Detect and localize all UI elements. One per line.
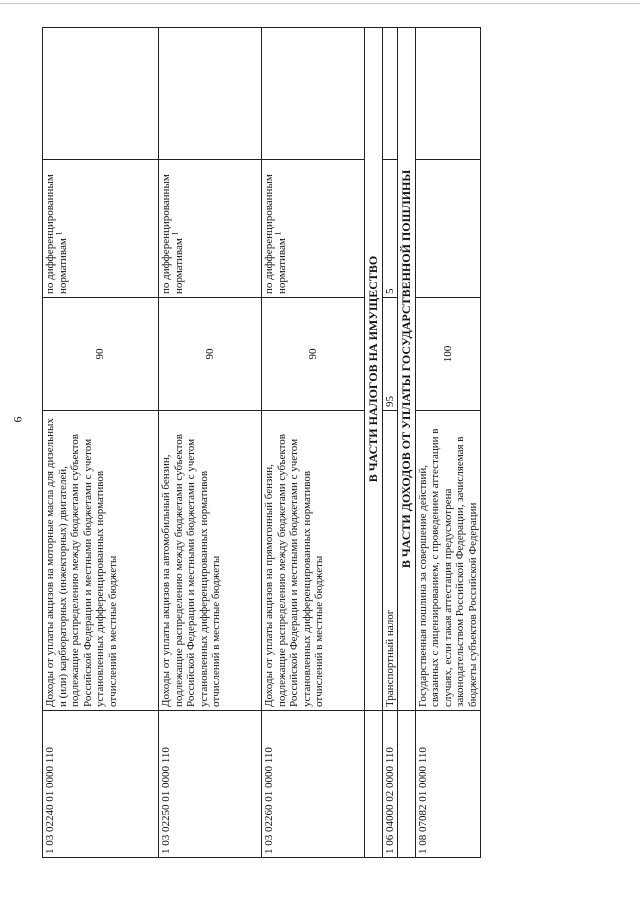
percent-value: 100 bbox=[415, 298, 481, 411]
revenue-code: 1 06 04000 02 0000 110 bbox=[382, 711, 398, 858]
norm-text: 5 bbox=[382, 160, 398, 298]
empty-cell bbox=[382, 28, 398, 160]
empty-cell bbox=[415, 160, 481, 298]
section-heading: В ЧАСТИ НАЛОГОВ НА ИМУЩЕСТВО bbox=[365, 28, 383, 711]
revenue-code: 1 03 02240 01 0000 110 bbox=[43, 711, 159, 858]
empty-cell bbox=[43, 28, 159, 160]
norm-cell bbox=[262, 160, 365, 298]
norm-text: по дифференцированным нормативам bbox=[160, 174, 185, 294]
norm-cell bbox=[159, 160, 262, 298]
percent-value: 90 bbox=[262, 298, 365, 411]
percent-value: 95 bbox=[382, 298, 398, 411]
percent-value: 90 bbox=[43, 298, 159, 411]
norm-text: по дифференцированным нормативам bbox=[263, 174, 288, 294]
revenue-name: Доходы от уплаты акцизов на автомобильный бензин, подлежащие распределению между бюджетами субъектов Российской Федерации и местными бюджетами с учетом установленных дифференцированных нормативов отчислений в местные бюджеты bbox=[159, 411, 262, 711]
revenue-code: 1 03 02250 01 0000 110 bbox=[159, 711, 262, 858]
revenue-code: 1 03 02260 01 0000 110 bbox=[262, 711, 365, 858]
page-number: 6 bbox=[10, 416, 25, 423]
revenue-table bbox=[42, 27, 481, 858]
table-row bbox=[159, 28, 262, 858]
footnote-mark: 1 bbox=[169, 231, 179, 236]
scan-edge-line bbox=[0, 3, 640, 4]
section-row bbox=[398, 28, 416, 858]
section-row bbox=[365, 28, 383, 858]
empty-cell bbox=[365, 711, 383, 858]
table-row bbox=[43, 28, 159, 858]
revenue-name: Доходы от уплаты акцизов на моторные масла для дизельных и (или) карбюраторных (инжекторных) двигателей, подлежащие распределению между бюджетами субъектов Российской Федерации и местными бюджетами с учетом установленных дифференцированных нормативов отчислений в местные бюджеты bbox=[43, 411, 159, 711]
table-row bbox=[415, 28, 481, 858]
percent-value: 90 bbox=[159, 298, 262, 411]
revenue-code: 1 08 07082 01 0000 110 bbox=[415, 711, 481, 858]
rotated-table-wrapper bbox=[42, 28, 479, 858]
empty-cell bbox=[415, 28, 481, 160]
footnote-mark: 1 bbox=[53, 231, 63, 236]
revenue-name: Доходы от уплаты акцизов на прямогонный бензин, подлежащие распределению между бюджетами субъектов Российской Федерации и местными бюджетами с учетом установленных дифференцированных нормативов отчислений в местные бюджеты bbox=[262, 411, 365, 711]
section-heading: В ЧАСТИ ДОХОДОВ ОТ УПЛАТЫ ГОСУДАРСТВЕННОЙ ПОШЛИНЫ bbox=[398, 28, 416, 711]
table-row bbox=[262, 28, 365, 858]
revenue-name: Государственная пошлина за совершение действий, связанных с лицензированием, с проведением аттестации в случаях, если такая аттестация предусмотрена законодательством Российской Федерации, зачисляемая в бюджеты субъектов Российской Федерации bbox=[415, 411, 481, 711]
table-row bbox=[382, 28, 398, 858]
empty-cell bbox=[262, 28, 365, 160]
empty-cell bbox=[159, 28, 262, 160]
footnote-mark: 1 bbox=[272, 231, 282, 236]
norm-cell bbox=[43, 160, 159, 298]
norm-text: по дифференцированным нормативам bbox=[44, 174, 69, 294]
revenue-name: Транспортный налог bbox=[382, 411, 398, 711]
empty-cell bbox=[398, 711, 416, 858]
